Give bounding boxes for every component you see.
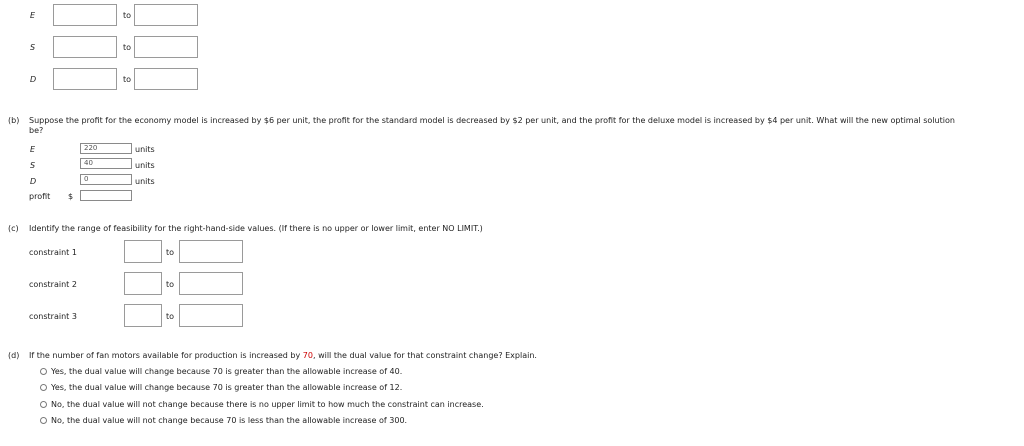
row-label-s: S bbox=[30, 43, 36, 52]
constraint-2-lower-input[interactable] bbox=[124, 272, 162, 295]
part-b-question: Suppose the profit for the economy model is increased by $6 per unit, the profit for the standard model is decreased by $2 per unit, and the profit for the deluxe model is increased by $4 per unit. What will the new optimal solution bbox=[29, 116, 955, 125]
to-label: to bbox=[123, 11, 132, 20]
constraint-1-label: constraint 1 bbox=[29, 248, 77, 257]
part-b-question-cont: be? bbox=[29, 126, 44, 135]
row-label-d: D bbox=[30, 75, 37, 84]
constraint-3-lower-input[interactable] bbox=[124, 304, 162, 327]
highlighted-number: 70 bbox=[302, 351, 313, 360]
profit-input[interactable] bbox=[80, 190, 132, 201]
units-label: units bbox=[135, 161, 155, 170]
constraint-2-upper-input[interactable] bbox=[179, 272, 243, 295]
option-text: No, the dual value will not change because there is no upper limit to how much the constraint can increase. bbox=[51, 400, 484, 409]
part-d-question bbox=[29, 351, 537, 360]
part-c-question: Identify the range of feasibility for the right-hand-side values. (If there is no upper or lower limit, enter NO LIMIT.) bbox=[29, 224, 483, 233]
question-text: If the number of fan motors available for production is increased by bbox=[29, 351, 301, 360]
units-label: units bbox=[135, 145, 155, 154]
s-value-input[interactable]: 40 bbox=[80, 158, 132, 169]
upper-input-d[interactable] bbox=[134, 68, 198, 90]
constraint-3-upper-input[interactable] bbox=[179, 304, 243, 327]
radio-button[interactable] bbox=[40, 417, 47, 424]
lower-input-d[interactable] bbox=[53, 68, 117, 90]
constraint-2-label: constraint 2 bbox=[29, 280, 77, 289]
row-label-d: D bbox=[30, 177, 37, 186]
radio-button[interactable] bbox=[40, 368, 47, 375]
constraint-1-upper-input[interactable] bbox=[179, 240, 243, 263]
part-c-label: (c) bbox=[8, 224, 19, 233]
to-label: to bbox=[166, 312, 175, 321]
lower-input-s[interactable] bbox=[53, 36, 117, 58]
radio-button[interactable] bbox=[40, 384, 47, 391]
to-label: to bbox=[123, 75, 132, 84]
to-label: to bbox=[166, 280, 175, 289]
row-label-s: S bbox=[30, 161, 36, 170]
part-b-label: (b) bbox=[8, 116, 20, 125]
to-label: to bbox=[166, 248, 175, 257]
to-label: to bbox=[123, 43, 132, 52]
part-d-label: (d) bbox=[8, 351, 20, 360]
row-label-e: E bbox=[30, 11, 36, 20]
upper-input-s[interactable] bbox=[134, 36, 198, 58]
option-text: No, the dual value will not change because 70 is less than the allowable increase of 300. bbox=[51, 416, 408, 425]
lower-input-e[interactable] bbox=[53, 4, 117, 26]
constraint-1-lower-input[interactable] bbox=[124, 240, 162, 263]
option-text: Yes, the dual value will change because 70 is greater than the allowable increase of 40. bbox=[51, 367, 403, 376]
units-label: units bbox=[135, 177, 155, 186]
constraint-3-label: constraint 3 bbox=[29, 312, 77, 321]
radio-button[interactable] bbox=[40, 401, 47, 408]
e-value-input[interactable]: 220 bbox=[80, 143, 132, 154]
d-value-input[interactable]: 0 bbox=[80, 174, 132, 185]
row-label-e: E bbox=[30, 145, 36, 154]
profit-label: profit bbox=[29, 192, 51, 201]
upper-input-e[interactable] bbox=[134, 4, 198, 26]
currency-symbol: $ bbox=[68, 192, 74, 201]
question-text-end: , will the dual value for that constraint change? Explain. bbox=[312, 351, 537, 360]
option-text: Yes, the dual value will change because 70 is greater than the allowable increase of 12. bbox=[51, 383, 403, 392]
